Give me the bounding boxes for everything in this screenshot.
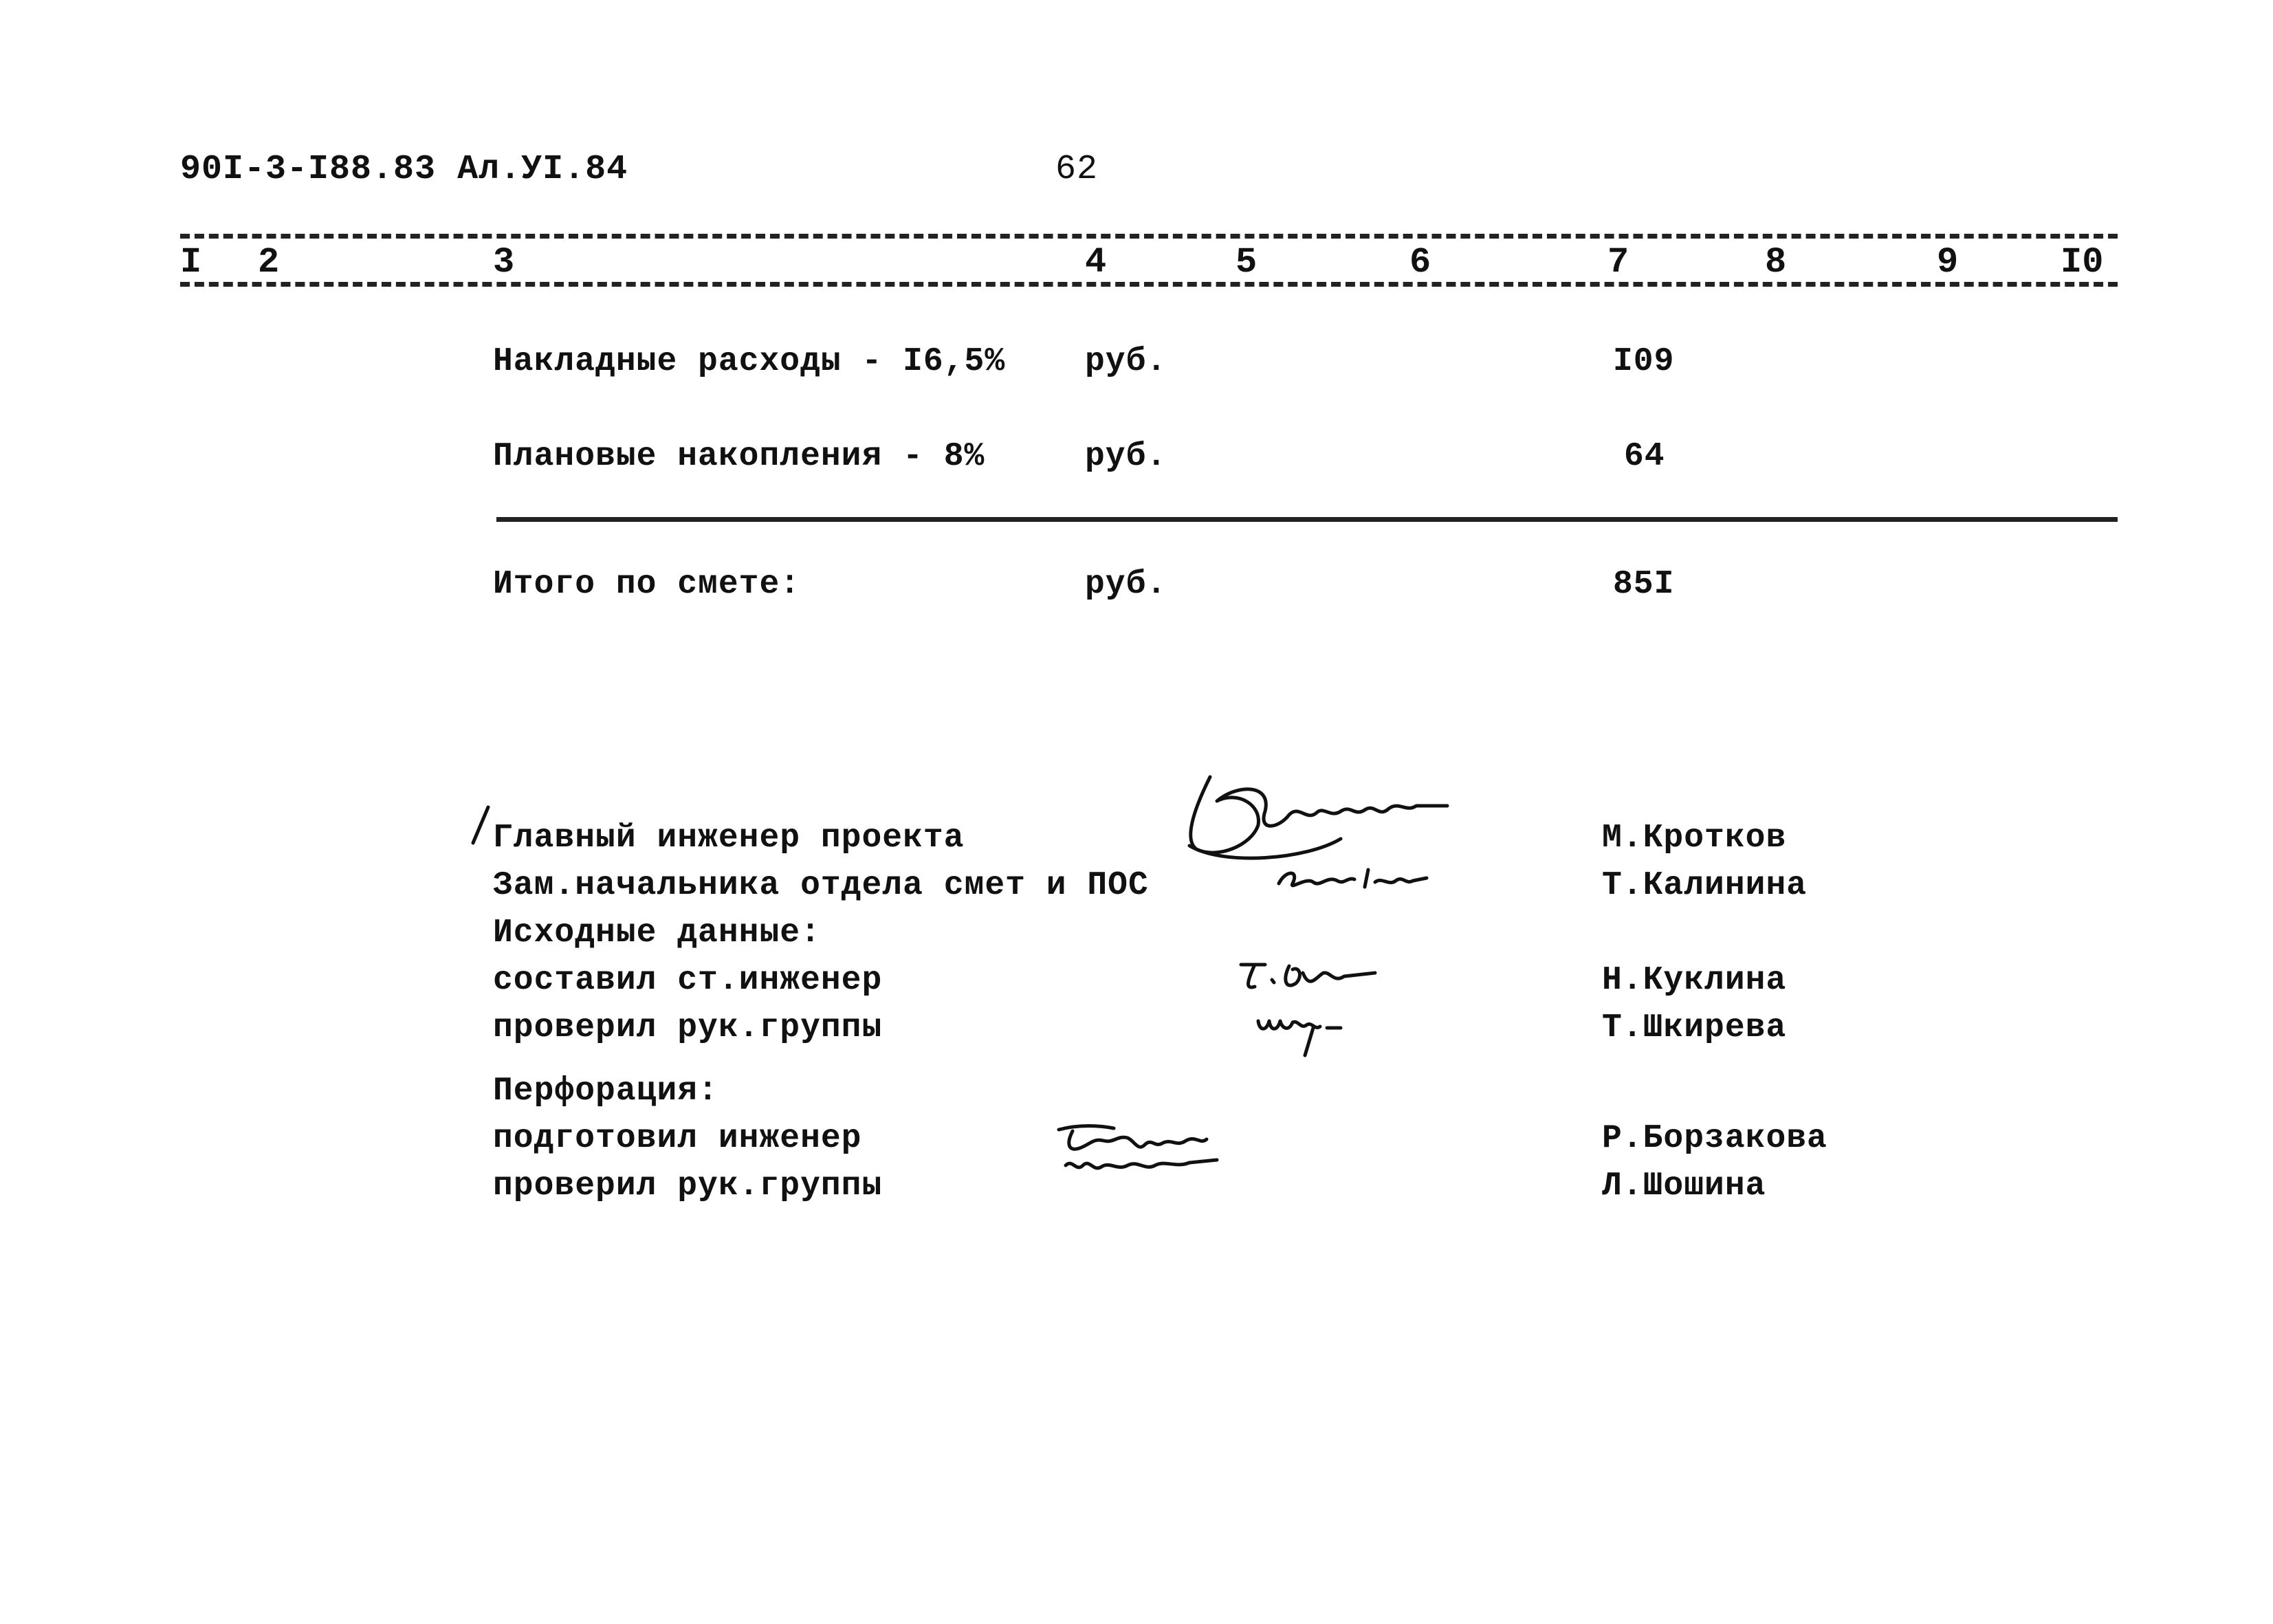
column-number-2: 2 <box>258 242 280 283</box>
column-number-10: I0 <box>2061 242 2104 283</box>
row-label: Плановые накопления - 8% <box>493 438 985 475</box>
signatory-role: Главный инженер проекта <box>493 820 965 857</box>
column-number-6: 6 <box>1409 242 1431 283</box>
handwritten-signature-deputy-head <box>1272 856 1437 897</box>
signatory-name: Т.Шкирева <box>1602 1009 1787 1046</box>
page-number: 62 <box>1055 150 1099 189</box>
section-heading: Перфорация: <box>493 1073 718 1110</box>
handwritten-signature-kuklina <box>1234 952 1399 1000</box>
total-value: 85I <box>1613 566 1675 603</box>
signatory-name: Н.Куклина <box>1602 962 1787 999</box>
column-header-bottom-rule <box>180 282 2118 287</box>
signatory-name: Л.Шошина <box>1602 1167 1766 1205</box>
margin-tick-mark <box>468 804 495 846</box>
signatory-name: М.Кротков <box>1602 820 1787 857</box>
column-number-3: 3 <box>493 242 515 283</box>
signatory-name: Р.Борзакова <box>1602 1120 1827 1157</box>
row-value: I09 <box>1613 343 1675 380</box>
signatory-role: проверил рук.группы <box>493 1167 883 1205</box>
column-number-8: 8 <box>1765 242 1787 283</box>
column-number-7: 7 <box>1607 242 1629 283</box>
total-unit: руб. <box>1085 566 1167 603</box>
signatory-role: Зам.начальника отдела смет и ПОС <box>493 867 1149 904</box>
handwritten-signature-borzakova <box>1052 1117 1238 1200</box>
signatory-role: составил ст.инженер <box>493 962 883 999</box>
signatory-role: проверил рук.группы <box>493 1009 883 1046</box>
total-label: Итого по смете: <box>493 566 801 603</box>
handwritten-signature-shkireva <box>1251 1000 1375 1062</box>
row-unit: руб. <box>1085 438 1167 475</box>
column-header-top-rule <box>180 234 2118 239</box>
row-value: 64 <box>1624 438 1665 475</box>
handwritten-signature-chief-engineer <box>1169 763 1458 866</box>
document-code: 90I-3-I88.83 Ал.УI.84 <box>180 150 628 189</box>
column-number-5: 5 <box>1236 242 1258 283</box>
row-label: Накладные расходы - I6,5% <box>493 343 1006 380</box>
section-heading: Исходные данные: <box>493 914 821 952</box>
signatory-name: Т.Калинина <box>1602 867 1808 904</box>
signatory-role: подготовил инженер <box>493 1120 862 1157</box>
row-unit: руб. <box>1085 343 1167 380</box>
total-separator-line <box>496 517 2118 522</box>
column-number-1: I <box>180 242 202 283</box>
column-number-4: 4 <box>1085 242 1107 283</box>
column-number-9: 9 <box>1937 242 1959 283</box>
